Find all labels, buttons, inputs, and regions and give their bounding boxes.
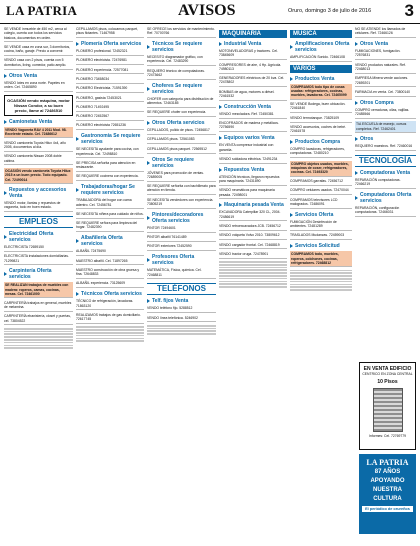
subcategory-heading: Repuestos Venta — [219, 167, 287, 173]
classified-ad: SE VENDE casa en zona sur, 3 dormitorios, cocina, baño, garaje. Precio a convenir. — [4, 45, 73, 56]
classified-ad: MAESTRO albañil. Cel. 71897265 — [76, 259, 144, 266]
subcategory-heading: Maquinaria pesada Venta — [219, 202, 287, 208]
classified-ad: PLOMERO experiencia. 72577081 — [76, 68, 144, 75]
triangle-icon — [147, 216, 150, 220]
classified-ad: REPARACIÓN computadoras. 72466219 — [355, 178, 416, 189]
classified-ad: TRASLADOS Mudanzas. 72459003 — [290, 233, 352, 240]
classified-ad: JÓVENES para promoción de ventas. 72689005 — [147, 171, 216, 182]
classified-ad: COMPRAMOS televisores LCD malogrados. 72486091 — [290, 198, 352, 209]
classified-ad: PLOMERO electricista. 72476981 — [76, 58, 144, 65]
classified-ad: PLOMERO 72452567 — [76, 114, 144, 121]
triangle-icon — [4, 272, 7, 276]
classified-ad: SE OFRECE los servicios de mantenimiento. Ref. 70700766 — [147, 27, 216, 38]
classified-ad: VENDO tractor oruga. 72478901 — [219, 252, 287, 259]
triangle-icon — [219, 42, 222, 46]
classified-ad: FARMACIA en venta. Cel. 73800140 — [355, 90, 416, 97]
classified-ad: PINTOR albañil 76141489 — [147, 235, 216, 242]
building-ad-title: EN VENTA EDIFICIO — [363, 366, 412, 372]
classified-ad: SE VENDE Bodega, buen ubicación. 72461840 — [290, 102, 352, 113]
highlighted-ad: COMPRAMOS todo, muebles, roperos, colchones, cocinas, refrigeradores. 72468812 — [290, 251, 352, 267]
classified-ad: VENDO motor, llantas y repuestos de vagoneta, todo en buen estado. — [4, 201, 73, 212]
category-header-telefonos: TELÉFONOS — [147, 283, 216, 295]
triangle-icon — [219, 203, 222, 207]
classified-ad: CARPINTERÍA ebanistería, closet y puertas, cel. 73804522 — [4, 314, 73, 325]
classified-ad: VENDO productos naturales. Ref. 72468013 — [355, 63, 416, 74]
classified-ad: CHOFER con categoría para distribución de alimentos. 72463185 — [147, 97, 216, 108]
classified-ad: NO SE ATIENDE los llamados de celulares. Ref. 72466126 — [355, 27, 416, 38]
subcategory-heading: Profesores Oferta servicios — [147, 254, 216, 266]
highlighted-ad: COMPRO objetos usados, muebles, máquinas de coser, refrigeradores, cocinas. Cel. 72493320 — [290, 161, 352, 177]
subcategory-heading: Camionetas Venta — [4, 119, 73, 125]
patria-ad-years: 87 AÑOS — [374, 469, 401, 475]
building-ad-floors: 10 Pisos — [377, 379, 398, 385]
classified-ad: ALBAÑIL experiencia. 73125609 — [76, 281, 144, 288]
building-ad-info: Informes: Cel. 72769779 — [368, 434, 407, 438]
subcategory-heading: Telf. fijos Venta — [147, 298, 216, 304]
triangle-icon — [147, 87, 150, 91]
text-lines — [219, 261, 287, 288]
classified-ad: SE NECESITA ayudante para cocina, con experiencia. Cel. 72498810 — [76, 147, 144, 158]
subcategory-heading: Otros Venta — [355, 41, 416, 47]
classified-ad: EN VENTA compresor industrial con garantía. — [219, 143, 287, 154]
subcategory-heading: Servicios Solicitud — [290, 243, 352, 249]
classified-ad: REQUIERO maestros. Ref. 72460016 — [355, 144, 416, 151]
classified-ad: SE NECESITA vendedores con experiencia. 73805219 — [147, 198, 216, 209]
classified-ad: MOTONIVELADORAS y tractores. Cel. 73845609 — [219, 49, 287, 60]
classified-ad: CARPINTERÍA trabajos en general, muebles de melamina. — [4, 301, 73, 312]
subcategory-heading: Carpintería Oferta servicios — [4, 268, 73, 280]
triangle-icon — [4, 120, 7, 124]
text-lines — [147, 325, 216, 335]
section-title: AVISOS — [178, 2, 236, 19]
column-5 — [290, 27, 352, 543]
classified-ad: COMPRO lavadoras, refrigeradores, computadoras. 72480210 — [290, 147, 352, 158]
classified-ad: PLOMERO 73458034 — [76, 77, 144, 84]
highlighted-ad: COMPRAMOS todo tipo de cosas usadas: refrigeradores, cocinas, muebles, lavadoras. Cel. 72465099 — [290, 84, 352, 100]
classified-ad: TRABAJADORA del hogar con cama adentro. Cel. 72456781 — [76, 198, 144, 209]
subcategory-heading: Productos Venta — [290, 76, 352, 82]
classified-ad: BOMBAS de agua, motores a diésel. 72461532 — [219, 90, 287, 101]
column-6 — [355, 27, 416, 359]
column-4 — [219, 27, 287, 543]
classified-ad: PLOMERO, gasista 72453021 — [76, 96, 144, 103]
patria-ad-line: CULTURA — [373, 496, 402, 502]
classified-ad: ALBAÑIL 72475690 — [76, 249, 144, 256]
classified-ad: PINTOR 72494601 — [147, 226, 216, 233]
triangle-icon — [290, 77, 293, 81]
subcategory-heading: Servicios Oferta — [290, 212, 352, 218]
triangle-icon — [219, 168, 222, 172]
building-ad-subtitle: CENTRICO EN ZONA CENTRAL — [362, 372, 413, 376]
subcategory-heading: Otros Se requiere servicios — [147, 157, 216, 169]
subcategory-heading: Otros — [355, 136, 416, 142]
triangle-icon — [219, 136, 222, 140]
classified-ad: VENDO soldadora eléctrica. 72491234 — [219, 157, 287, 164]
classified-ad: GENERADORES eléctricos de 20 kva. Cel. 72478802 — [219, 76, 287, 87]
subcategory-heading: Computadoras Oferta servicios — [355, 192, 416, 204]
building-photo-icon — [373, 388, 403, 432]
triangle-icon — [355, 196, 358, 200]
classified-ad: SE PRECISA señorita para atención en restaurante. — [76, 161, 144, 172]
classified-ad: VENDO retroexcavadora JCB. 72456712 — [219, 224, 287, 231]
triangle-icon — [355, 137, 358, 141]
classified-ad: ELECTRICISTA 72659150 — [4, 245, 73, 252]
classified-ad: EMPRESA Minera vende acciones. 72659201 — [355, 76, 416, 87]
patria-ad-tagline: El periódico de orureños — [362, 506, 413, 512]
subcategory-heading: Productos Compra — [290, 139, 352, 145]
classified-ad: FUMIGACIÓN Desinfección de ambientes. 72481289 — [290, 220, 352, 231]
classified-ad: SE REQUIERE chofer con experiencia. — [147, 110, 216, 117]
subcategory-heading: Pintores/decoradores Oferta servicios — [147, 212, 216, 224]
triangle-icon — [76, 188, 79, 192]
text-lines — [76, 326, 144, 342]
classified-ad: COMPRESORES de aire, 4 Hp. Agrícola. 74980113 — [219, 63, 287, 74]
la-patria-anniversary-ad — [359, 454, 416, 534]
subcategory-heading: Otros Venta — [4, 73, 73, 79]
classified-ad: AMPLIFICACIÓN Sonido. 72466108 — [290, 55, 352, 62]
subcategory-heading: Construcción Venta — [219, 104, 287, 110]
triangle-icon — [4, 191, 7, 195]
category-header-empleos: EMPLEOS — [4, 216, 73, 228]
category-header-maquinaria: MAQUINARIA — [219, 30, 287, 38]
classified-ad: ATENCIÓN técnicos, llegaron repuestos para maquinaria. 72431890 — [219, 175, 287, 186]
triangle-icon — [219, 105, 222, 109]
classified-ad: VENDO mezcladora. Ref. 72450381 — [219, 112, 287, 119]
category-header-varios: VARIOS — [290, 65, 352, 73]
subcategory-heading: Computadoras Venta — [355, 170, 416, 176]
highlighted-ad: TIA ESCUELA de manejo, cursos completos. Ref. 72462401 — [355, 121, 416, 133]
classified-ad: SE REQUIERE cocinera con experiencia. — [76, 174, 144, 181]
highlighted-ad: OCASIÓN vendo camioneta Toyota Hilux 2015 a un buen precio. Todo equipado. Cel. 72490014 — [4, 168, 73, 184]
classified-ad: VENDO línea telefónica. 5246902 — [147, 316, 216, 323]
classified-ad: VENDO casa con 2 pisos, cuenta con 5 dormitorios, living, comedor, patio amplio. — [4, 58, 73, 69]
triangle-icon — [290, 244, 293, 248]
classified-ad: VENDO teléfono fijo. 5288512 — [147, 306, 216, 313]
classified-ad: NECESITO diagramador gráfico, con experiencia. Cel. 72483290 — [147, 55, 216, 66]
classified-ad: SE VENDE inmueble de 450 m2, cerca al colegio, cuenta con todos los servicios básicos, documentos en orden. — [4, 27, 73, 42]
triangle-icon — [355, 101, 358, 105]
category-header-tecnologia: TECNOLOGÍA — [355, 155, 416, 167]
classified-ad: PLOMERO 71492495 — [76, 105, 144, 112]
subcategory-heading: Plomería Oferta servicios — [76, 41, 144, 47]
classified-ad: SE REQUIERE señora para limpieza del hogar. 72482390 — [76, 221, 144, 232]
classified-ad: VENDO camioneta Nissan 2008 doble cabina. — [4, 154, 73, 165]
subcategory-heading: Electricidad Oferta servicios — [4, 231, 73, 243]
classified-ad: MATEMÁTICA, Física, química. Cel. 72468811 — [147, 268, 216, 279]
classified-ad: COMPRAMOS garrafas. 72456712 — [290, 179, 352, 186]
subcategory-heading: Industrial Venta — [219, 41, 287, 47]
classified-ad: SE REQUIERE señorita con bachillerato para atención en tienda. — [147, 184, 216, 195]
boxed-ad: OCASIÓN vendo máquina, motor Nissan Condor, a su buen precio, llame al 72486510 — [4, 95, 73, 116]
classified-ad: VENDO cargador frontal. Cel. 72468819 — [219, 243, 287, 250]
triangle-icon — [4, 74, 7, 78]
classified-ad: REQUIERO técnico de computadoras. 72473662 — [147, 69, 216, 80]
subcategory-heading: Equipos varios Venta — [219, 135, 287, 141]
page-header — [0, 0, 420, 24]
subcategory-heading: Albañilería Oferta servicios — [76, 235, 144, 247]
triangle-icon — [76, 42, 79, 46]
subcategory-heading: Trabajadoras/hogar Se requiere servicios — [76, 184, 144, 196]
classified-ad: PLOMERO profesional. 72452321 — [76, 49, 144, 56]
text-lines — [4, 328, 73, 349]
triangle-icon — [147, 299, 150, 303]
classified-ad: EXCAVADORA Caterpillar 320 CL, 2004. 72486619 — [219, 210, 287, 221]
subcategory-heading: Otros Compra — [355, 100, 416, 106]
highlighted-ad: SE REALIZAN trabajos de muebles con madera: roperos, camas, cocinas, mesas. Cel. 72461000 — [4, 282, 73, 298]
classified-ad: REPARACIÓN, configuración computadoras. 72466031 — [355, 206, 416, 217]
subcategory-heading: Repuestos y accesorios Venta — [4, 187, 73, 199]
triangle-icon — [290, 140, 293, 144]
classified-ad: CEPILLAMOS pisos parquet. 72569512 — [147, 147, 216, 154]
triangle-icon — [76, 239, 79, 243]
page-number: 3 — [404, 1, 414, 20]
triangle-icon — [147, 121, 150, 125]
classified-ad: VENDO termotanque. 73825109 — [290, 116, 352, 123]
classified-ad: ELECTRICISTA instalaciones domiciliarias. 71299821 — [4, 254, 73, 265]
classified-ad: PINTOR exteriores 72452590 — [147, 244, 216, 251]
category-header-musica: MÚSICA — [290, 30, 352, 38]
classified-ad: PLOMERO electricista 72651236 — [76, 123, 144, 130]
column-3 — [147, 27, 216, 543]
patria-ad-name: LA PATRIA — [366, 458, 409, 467]
classified-ad: VENDO camioneta Toyota Hilux 4x4, año 2005, documentos al día. — [4, 141, 73, 152]
text-lines — [290, 270, 352, 291]
subcategory-heading: Otros Oferta servicios — [147, 120, 216, 126]
classified-ad: ENCOFRADOS de madera y metálicos. 72756590 — [219, 121, 287, 132]
highlighted-ad: VENDO Vagoneta RAV 4 2011 Mod. 98. Excelente estado. Cel. 72486612 — [4, 127, 73, 139]
classified-ad: CEPILLADOS, pulido de pisos. 72456817 — [147, 128, 216, 135]
classified-ad: COMPRO celulares usados. 72470044 — [290, 188, 352, 195]
classified-ad: TÉCNICO de refrigeración, lavadoras. 71863120 — [76, 299, 144, 310]
triangle-icon — [76, 137, 79, 141]
column-2 — [76, 27, 144, 543]
triangle-icon — [355, 42, 358, 46]
classified-ad: COMPRO cerraduras, ollas, vajillas. 72485566 — [355, 108, 416, 119]
classified-ad: PLOMERO Electricista. 71591390 — [76, 86, 144, 93]
classified-ad: MAESTRO construcción de obra gruesa y fina. 72648833 — [76, 268, 144, 279]
building-sale-ad — [359, 362, 416, 450]
classified-ad: FUMIGACIONES, fumigación. 72576831 — [355, 49, 416, 60]
dateline: Oruro, domingo 3 de julio de 2016 — [288, 8, 372, 14]
triangle-icon — [4, 235, 7, 239]
classified-ad: CEPILLAMOS pisos. 72561083 — [147, 137, 216, 144]
subcategory-heading: Técnicos Oferta servicios — [76, 291, 144, 297]
classified-ad: VENDO neumáticos para maquinaria pesada. 72498001 — [219, 188, 287, 199]
triangle-icon — [147, 45, 150, 49]
column-1 — [4, 27, 73, 543]
subcategory-heading: Técnicos Se requiere servicios — [147, 41, 216, 53]
classified-ad: VENDO accesorios, coches de bebé. 72461578 — [290, 125, 352, 136]
triangle-icon — [355, 171, 358, 175]
patria-ad-line: NUESTRA — [372, 487, 402, 493]
triangle-icon — [290, 213, 293, 217]
subcategory-heading: Gastronomía Se requiere servicios — [76, 133, 144, 145]
classified-ad: CEPILLAMOS pisos, colocamos parquet, pisos flotantes. 71467958 — [76, 27, 144, 38]
newspaper-logo: LA PATRIA — [6, 3, 78, 18]
subcategory-heading: Choferes Se requiere servicios — [147, 83, 216, 95]
triangle-icon — [76, 292, 79, 296]
patria-ad-line: APOYANDO — [370, 478, 405, 484]
classified-ad: SE NECESITA niñera para cuidado de niños. — [76, 212, 144, 219]
classified-ad: VENDO lotes en zona norte. Papeles en orden. Cel. 72465890 — [4, 81, 73, 92]
triangle-icon — [147, 161, 150, 165]
triangle-icon — [147, 258, 150, 262]
subcategory-heading: Amplificaciones Oferta servicios — [290, 41, 352, 53]
classified-ad: VENDO volqueta Volvo 2010. 73809612 — [219, 233, 287, 240]
classified-ad: REALIZAMOS trabajos de gas domiciliario. 72617745 — [76, 313, 144, 324]
triangle-icon — [290, 45, 293, 49]
